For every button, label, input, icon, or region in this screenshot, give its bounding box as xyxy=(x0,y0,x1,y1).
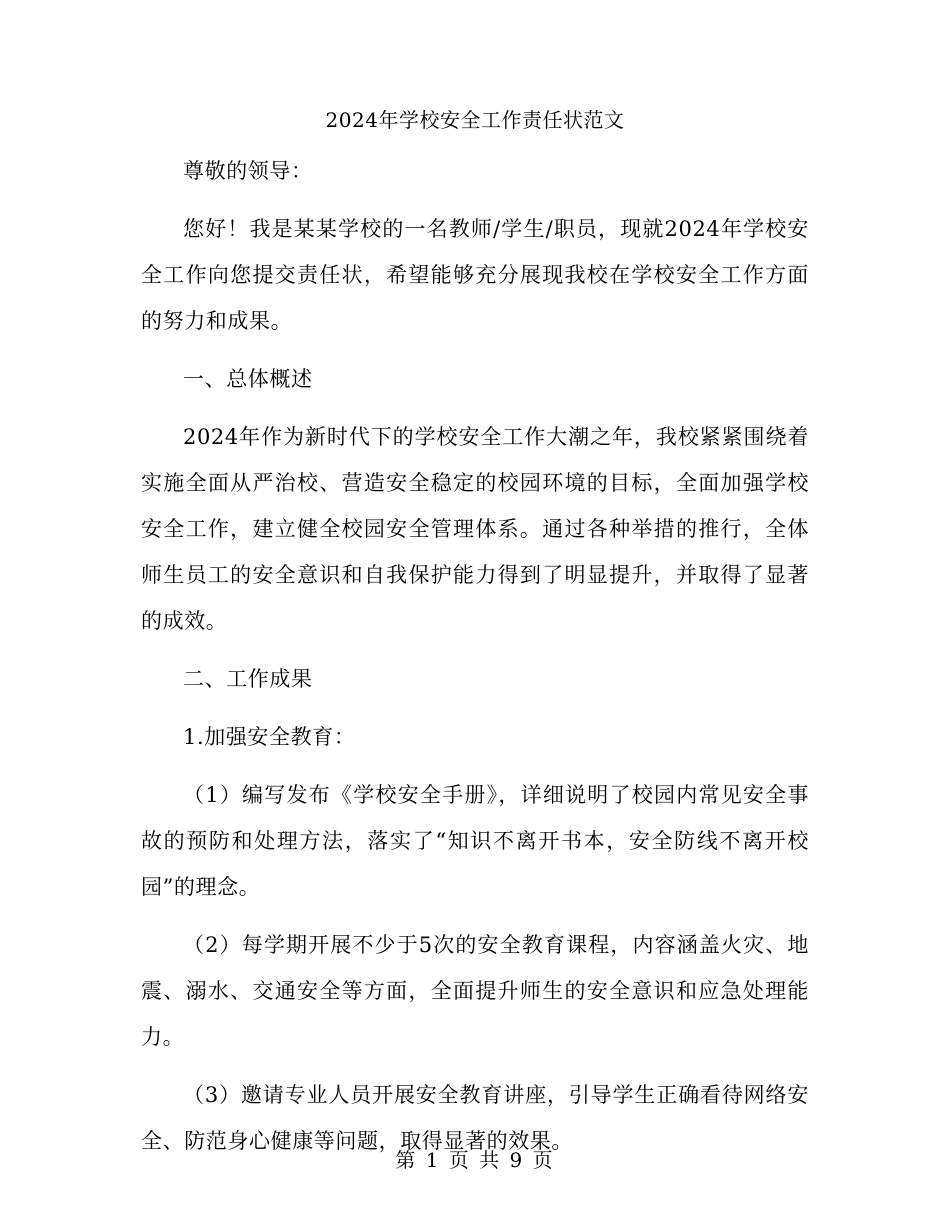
document-title: 2024年学校安全工作责任状范文 xyxy=(325,108,625,132)
subsection-heading-education: 1.加强安全教育： xyxy=(183,725,356,749)
section-heading-overview: 一、总体概述 xyxy=(183,367,313,391)
section-heading-achievements: 二、工作成果 xyxy=(183,667,313,691)
document-body xyxy=(141,148,809,1176)
overview-paragraph: 2024年作为新时代下的学校安全工作大潮之年，我校紧紧围绕着实施全面从严治校、营造安全稳定的校园环境的目标，全面加强学校安全工作，建立健全校园安全管理体系。通过各种举措的推行，全体师生员工的安全意识和自我保护能力得到了明显提升，并取得了显著的成效。 xyxy=(141,425,809,633)
list-item-2: （2）每学期开展不少于5次的安全教育课程，内容涵盖火灾、地震、溺水、交通安全等方面，全面提升师生的安全意识和应急处理能力。 xyxy=(141,933,809,1049)
salutation: 尊敬的领导： xyxy=(183,159,313,183)
page-footer: 第 1 页 共 9 页 xyxy=(395,1148,555,1172)
list-item-1: （1）编写发布《学校安全手册》，详细说明了校园内常见安全事故的预防和处理方法，落实了“知识不离开书本，安全防线不离开校园”的理念。 xyxy=(141,783,809,899)
intro-paragraph: 您好！我是某某学校的一名教师/学生/职员，现就2024年学校安全工作向您提交责任状，希望能够充分展现我校在学校安全工作方面的努力和成果。 xyxy=(141,217,809,333)
list-item-3: （3）邀请专业人员开展安全教育讲座，引导学生正确看待网络安全、防范身心健康等问题，取得显著的效果。 xyxy=(141,1083,809,1153)
